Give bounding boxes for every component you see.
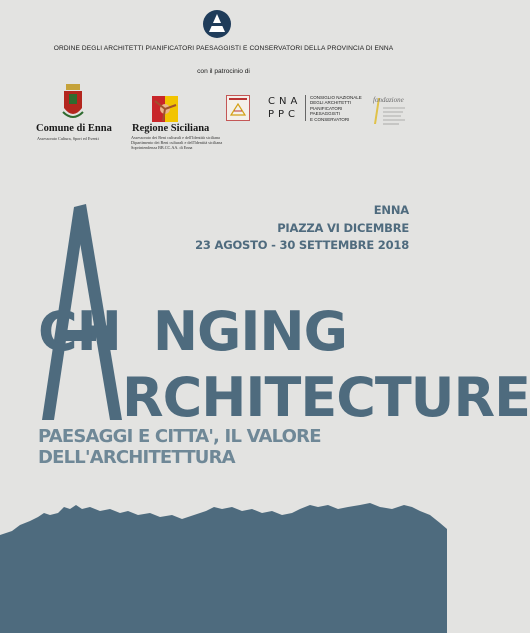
regione-title: Regione Siciliana (132, 123, 210, 134)
event-dates: 23 AGOSTO - 30 SETTEMBRE 2018 (195, 238, 409, 252)
cna-line-4: PAESAGGISTI (310, 111, 340, 117)
subtitle: PAESAGGI E CITTA', IL VALORE DELL'ARCHITETTURA (38, 426, 321, 468)
regione-subtitle-3: Soprintendenza BB.CC.AA. di Enna (131, 145, 193, 150)
cna-line-5: E CONSERVATORI (310, 116, 350, 122)
cna-letters-top: CNA (268, 96, 302, 107)
comune-subtitle: Assessorato Cultura, Sport ed Eventi (37, 136, 99, 141)
regione-subtitle-1: Assessorato dei Beni culturali e dell'Identità siciliana (131, 135, 220, 140)
title-line-1 (38, 300, 347, 363)
fondazione-label: fondazione (373, 96, 404, 104)
cna-letters-bottom: PPC (268, 109, 300, 120)
cna-line-2: DEGLI ARCHITETTI (310, 100, 352, 106)
patronage-label: con il patrocinio di (197, 68, 250, 75)
regione-subtitle-2: Dipartimento dei Beni culturali e dell'Identità siciliana (131, 140, 223, 145)
title-line-1-a: CH (38, 300, 121, 363)
event-venue: PIAZZA VI DICEMBRE (277, 221, 409, 235)
event-city: ENNA (373, 203, 409, 217)
enna-skyline-silhouette (0, 495, 447, 633)
title-line-1-b: NGING (152, 300, 347, 363)
title-line-2: RCHITECTURE (122, 366, 530, 429)
comune-title: Comune di Enna (36, 123, 112, 134)
cna-line-1: CONSIGLIO NAZIONALE (310, 95, 362, 100)
cna-line-3: PIANIFICATORI (310, 105, 343, 111)
organization-name: ORDINE DEGLI ARCHITETTI PIANIFICATORI PAESAGGISTI E CONSERVATORI DELLA PROVINCIA DI ENNA (53, 45, 394, 52)
